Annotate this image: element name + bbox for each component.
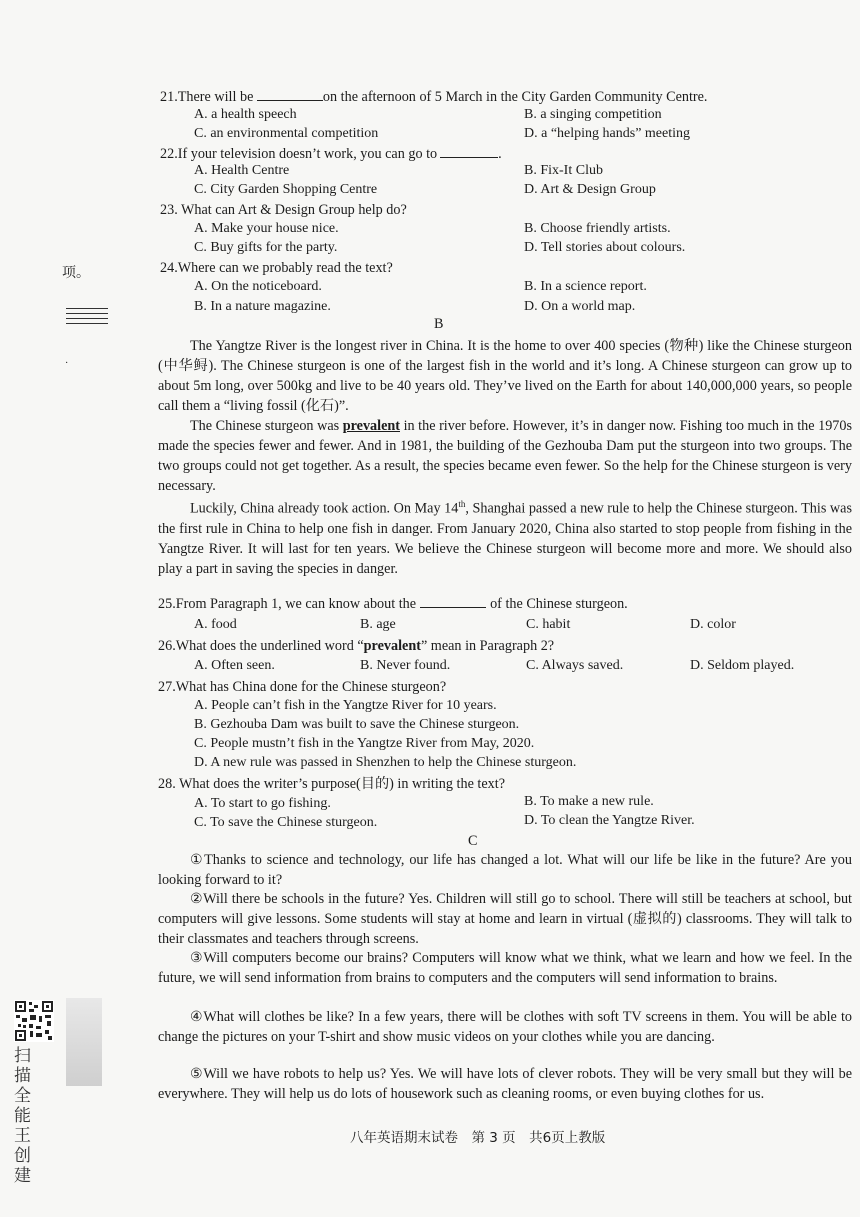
passage-c-paragraph-3: ③Will computers become our brains? Computers will know what we think, what we learn and how we feel. In the future, we will send information from brains to computers and the computers will send information to brains.: [158, 950, 852, 986]
margin-dot: ·: [65, 358, 69, 369]
q26-option-b: B. Never found.: [360, 658, 451, 673]
q25-option-d: D. color: [690, 617, 736, 632]
passage-c-paragraph-1: ①Thanks to science and technology, our life has changed a lot. What will our life be like in the future? Are you looking forward to it?: [158, 852, 852, 888]
passage-b-paragraph-3: Luckily, China already took action. On May 14th, Shanghai passed a new rule to help the Chinese sturgeon. This was the first rule in China to help one fish in danger. From January 2020, China also started to stop people from fishing in the Yangtze River. It will last for ten years. We believe the Chinese sturgeon will become more and more. We should also play a part in saving the species in danger.: [158, 499, 852, 577]
passage-b-paragraph-2: The Chinese sturgeon was prevalent in the river before. However, it’s in danger now. Fishing too much in the 1970s made the species fewer and fewer. And in 1981, the building of the Gezhouba Dam put the sturgeon into two groups. The two groups could not get together. As a result, the species became even fewer. So the help for the Chinese sturgeon is very necessary.: [158, 418, 852, 494]
scan-strip: [66, 998, 102, 1086]
q26-option-c: C. Always saved.: [526, 658, 624, 673]
q28-option-b: B. To make a new rule.: [524, 794, 654, 809]
passage-c-paragraph-4: ④What will clothes be like? In a few years, there will be clothes with soft TV screens in them. You will be able to change the pictures on your T-shirt and show music videos on your clothes while you are dancing.: [158, 1009, 852, 1045]
q21-option-d: D. a “helping hands” meeting: [524, 126, 691, 141]
page-footer: 八年英语期末试卷 第 3 页 共6页上教版: [350, 1130, 606, 1146]
question-23-stem: 23. What can Art & Design Group help do?: [160, 202, 407, 218]
q24-option-a: A. On the noticeboard.: [194, 279, 322, 294]
q21-option-a: A. a health speech: [194, 107, 297, 122]
q25-option-c: C. habit: [526, 617, 571, 632]
question-26-stem: 26.What does the underlined word “prevalent” mean in Paragraph 2?: [158, 638, 555, 654]
qr-code-icon: [14, 1000, 54, 1042]
scanner-watermark: 扫描全能王 创建: [14, 1046, 31, 1186]
q22-option-d: D. Art & Design Group: [524, 182, 656, 197]
passage-c-paragraph-2: ②Will there be schools in the future? Yes. Children will still go to school. There will still be teachers at school, but computers will give lessons. Some students will stay at home and learn in virtual (虚拟的) classrooms. They will talk to their classmates and teachers through screens.: [158, 891, 852, 947]
q23-option-c: C. Buy gifts for the party.: [194, 240, 338, 255]
q23-option-a: A. Make your house nice.: [194, 221, 339, 236]
underlined-word: prevalent: [342, 418, 400, 434]
margin-rule: [66, 308, 108, 309]
q26-option-d: D. Seldom played.: [690, 658, 795, 673]
q24-option-d: D. On a world map.: [524, 299, 636, 314]
section-c-heading: C: [468, 833, 478, 849]
passage-c-paragraph-5: ⑤Will we have robots to help us? Yes. We will have lots of clever robots. They will be very small but they will be everywhere. They will help us do lots of housework such as cleaning rooms, or even buying clothes for us.: [158, 1066, 852, 1102]
q24-option-c: B. In a nature magazine.: [194, 299, 331, 314]
q26-option-a: A. Often seen.: [194, 658, 275, 673]
question-27-stem: 27.What has China done for the Chinese sturgeon?: [158, 679, 447, 695]
q23-option-b: B. Choose friendly artists.: [524, 221, 671, 236]
q22-option-a: A. Health Centre: [194, 163, 290, 178]
question-25-stem: 25.From Paragraph 1, we can know about the of the Chinese sturgeon.: [158, 596, 628, 612]
section-b-heading: B: [434, 316, 444, 332]
question-21-stem: 21.There will be on the afternoon of 5 March in the City Garden Community Centre.: [160, 89, 708, 105]
q27-option-a: A. People can’t fish in the Yangtze River for 10 years.: [194, 698, 497, 713]
margin-rule: [66, 323, 108, 324]
q25-option-a: A. food: [194, 617, 237, 632]
question-28-stem: 28. What does the writer’s purpose(目的) in writing the text?: [158, 776, 505, 792]
q24-option-b: B. In a science report.: [524, 279, 647, 294]
q22-option-c: C. City Garden Shopping Centre: [194, 182, 378, 197]
q28-option-c: C. To save the Chinese sturgeon.: [194, 815, 378, 830]
q25-option-b: B. age: [360, 617, 396, 632]
margin-note: 项。: [62, 266, 90, 281]
q28-option-d: D. To clean the Yangtze River.: [524, 813, 695, 828]
question-22-stem: 22.If your television doesn’t work, you can go to .: [160, 146, 502, 162]
margin-rule: [66, 318, 108, 319]
q23-option-d: D. Tell stories about colours.: [524, 240, 686, 255]
q28-option-a: A. To start to go fishing.: [194, 796, 331, 811]
q21-option-c: C. an environmental competition: [194, 126, 379, 141]
q27-option-b: B. Gezhouba Dam was built to save the Chinese sturgeon.: [194, 717, 520, 732]
passage-b-paragraph-1: The Yangtze River is the longest river in China. It is the home to over 400 species (物种) like the Chinese sturgeon (中华鲟). The Chinese sturgeon is one of the largest fish in the world and it’s long. A Chinese sturgeon can grow up to about 5m long, over 500kg and live to be 40 years old. They’ve lived on the Earth for about 140,000,000 years, so people call them a “living fossil (化石)”.: [158, 338, 852, 414]
q27-option-d: D. A new rule was passed in Shenzhen to help the Chinese sturgeon.: [194, 755, 577, 770]
q27-option-c: C. People mustn’t fish in the Yangtze River from May, 2020.: [194, 736, 535, 751]
q21-option-b: B. a singing competition: [524, 107, 662, 122]
question-24-stem: 24.Where can we probably read the text?: [160, 260, 393, 276]
q22-option-b: B. Fix-It Club: [524, 163, 603, 178]
margin-rule: [66, 313, 108, 314]
